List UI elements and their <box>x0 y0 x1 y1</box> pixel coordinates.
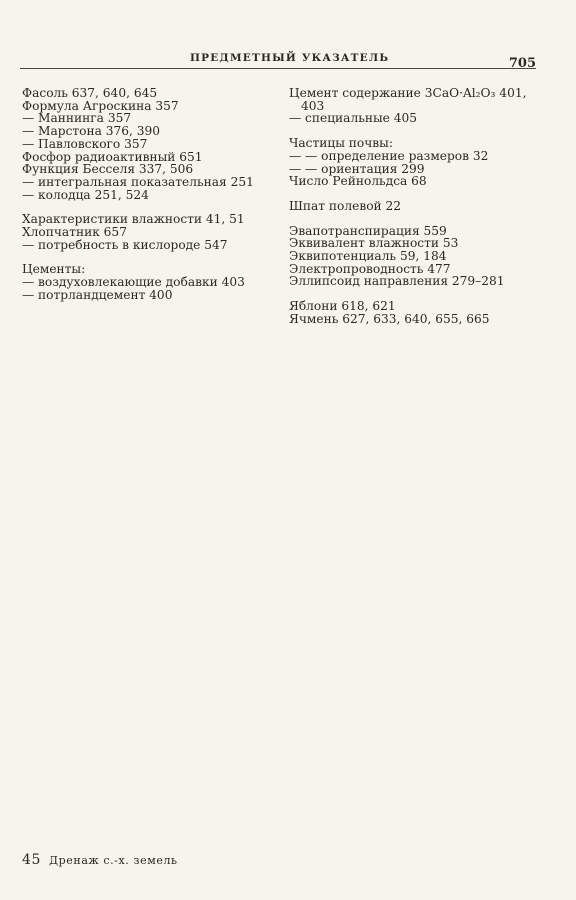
index-entry: — интегральная показательная 251 <box>22 174 254 189</box>
index-entry: Эвапотранспирация 559 <box>289 223 447 238</box>
index-entry: Хлопчатник 657 <box>22 225 127 240</box>
index-entry: Эллипсоид направления 279–281 <box>289 274 505 289</box>
index-entry: Ячмень 627, 633, 640, 655, 665 <box>289 311 490 326</box>
index-entry: Электропроводность 477 <box>289 261 451 276</box>
page-header <box>20 52 536 76</box>
index-entry: Эквивалент влажности 53 <box>289 236 459 251</box>
index-entry: 403 <box>301 98 325 113</box>
index-entry: Характеристики влажности 41, 51 <box>22 212 245 227</box>
index-entry: Частицы почвы: <box>289 136 393 151</box>
signature-mark: 45 <box>22 852 42 868</box>
page-number: 705 <box>508 56 536 71</box>
index-column-left <box>22 87 274 302</box>
index-entry: — Павловского 357 <box>22 136 148 151</box>
index-entry: Яблони 618, 621 <box>289 299 396 314</box>
index-entry: — потребность в кислороде 547 <box>22 237 228 252</box>
index-entry: — — ориентация 299 <box>289 161 425 176</box>
index-entry: Эквипотенциаль 59, 184 <box>289 249 447 264</box>
index-entry: — Марстона 376, 390 <box>22 124 161 139</box>
page-footer <box>22 852 178 868</box>
index-entry: — — определение размеров 32 <box>289 148 489 163</box>
index-entry: Число Рейнольдса 68 <box>289 174 427 189</box>
index-entry: — специальные 405 <box>289 111 417 126</box>
index-column-right <box>289 87 539 326</box>
index-entry: — колодца 251, 524 <box>22 187 149 202</box>
header-rule <box>20 68 536 69</box>
index-entry: Функция Бесселя 337, 506 <box>22 162 194 177</box>
index-entry: Цементы: <box>22 262 86 277</box>
index-entry: — потрландцемент 400 <box>22 287 173 302</box>
index-entry: — Маннинга 357 <box>22 111 132 126</box>
index-entry: Формула Агроскина 357 <box>22 98 179 113</box>
running-title: ПРЕДМЕТНЫЙ УКАЗАТЕЛЬ <box>190 52 390 64</box>
index-entry: — воздуховлекающие добавки 403 <box>22 275 245 290</box>
index-entry: Цемент содержание 3CaO·Al₂O₃ 401, <box>289 86 527 100</box>
index-entry: Фосфор радиоактивный 651 <box>22 149 203 164</box>
index-entry: Фасоль 637, 640, 645 <box>22 86 158 100</box>
footer-title: Дренаж с.-х. земель <box>49 854 178 867</box>
index-entry: Шпат полевой 22 <box>289 198 402 213</box>
